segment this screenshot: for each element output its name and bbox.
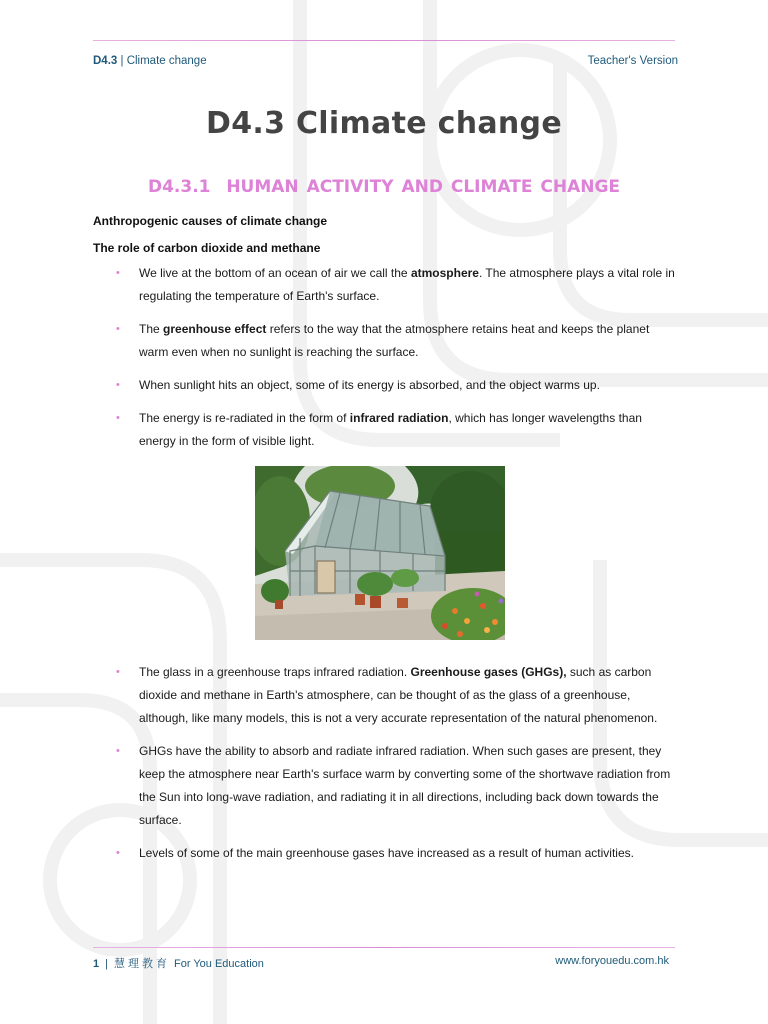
page-header (93, 55, 678, 67)
bullet-list-top (93, 262, 678, 463)
footer-chinese-name: 慧理教育 (113, 957, 170, 970)
list-item: • GHGs have the ability to absorb and radiate infrared radiation. When such gases are present, they keep the atmosphere near Earth's surface warm by converting some of the shortwave radiation from the Sun into long-wave radiation, and radiating it in all directions, including back down towards the surface. (93, 740, 678, 832)
greenhouse-photo (255, 466, 505, 640)
list-item: • We live at the bottom of an ocean of air we call the atmosphere. The atmosphere plays a vital role in regulating the temperature of Earth's surface. (93, 262, 678, 308)
header-chapter: D4.3 | Climate change (93, 55, 207, 67)
bullet-icon: • (116, 323, 120, 335)
bullet-icon: • (116, 379, 120, 391)
page-number: 1 (93, 958, 100, 970)
section-number: D4.3.1 (147, 177, 211, 197)
section-heading (0, 177, 768, 197)
bullet-icon: • (116, 267, 120, 279)
list-item: • Levels of some of the main greenhouse gases have increased as a result of human activities. (93, 842, 678, 865)
footer-url-link[interactable]: www.foryouedu.com.hk (555, 955, 669, 967)
subheading-co2-methane: The role of carbon dioxide and methane (93, 241, 321, 255)
section-title: HUMAN ACTIVITY AND CLIMATE CHANGE (226, 177, 621, 197)
list-item: • When sunlight hits an object, some of its energy is absorbed, and the object warms up. (93, 374, 678, 397)
bullet-icon: • (116, 745, 120, 757)
list-item: • The greenhouse effect refers to the way that the atmosphere retains heat and keeps the planet warm even when no sunlight is reaching the surface. (93, 318, 678, 364)
bullet-icon: • (116, 847, 120, 859)
bullet-icon: • (116, 666, 120, 678)
footer-org-name: For You Education (173, 958, 264, 970)
list-item: • The glass in a greenhouse traps infrared radiation. Greenhouse gases (GHGs), such as carbon dioxide and methane in Earth's atmosphere, can be thought of as the glass of a greenhouse, although, like many models, this is not a very accurate representation of the natural phenomenon. (93, 661, 678, 730)
header-rule (93, 40, 675, 41)
bullet-icon: • (116, 412, 120, 424)
footer-rule (93, 947, 675, 948)
list-item: • The energy is re-radiated in the form of infrared radiation, which has longer wavelengths than energy in the form of visible light. (93, 407, 678, 453)
footer-left: 1 | 慧理教育 For You Education (93, 957, 264, 970)
page-title: D4.3 Climate change (206, 106, 562, 141)
header-version: Teacher's Version (587, 55, 678, 67)
bullet-list-bottom (93, 661, 678, 875)
subheading-anthropogenic: Anthropogenic causes of climate change (93, 214, 328, 228)
page-footer (93, 955, 669, 971)
